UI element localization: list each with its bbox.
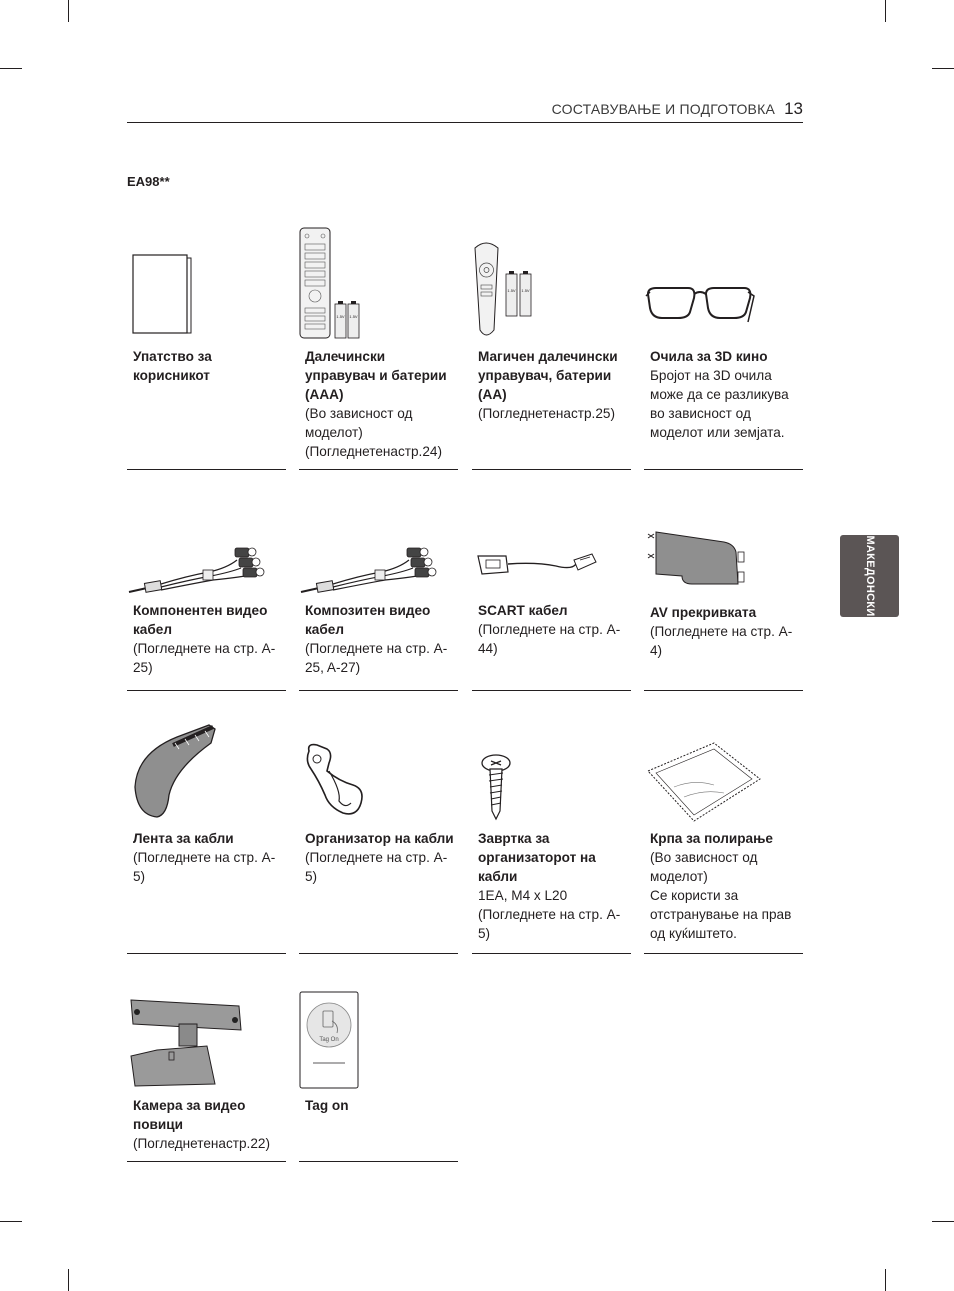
accessory-item — [644, 222, 803, 470]
accessory-item — [472, 520, 631, 691]
item-desc: (Погледнете на стр. A-4) — [650, 624, 793, 658]
item-desc: (Погледнете на стр. A-25) — [133, 641, 276, 675]
tag-on-icon — [299, 991, 458, 1091]
crop-mark — [932, 1221, 954, 1222]
video-camera-icon — [127, 994, 286, 1090]
av-cover-icon — [644, 526, 803, 604]
battery-label: 1.5V — [521, 288, 530, 293]
item-title: Компонентен видео кабел — [133, 603, 268, 637]
item-desc: (Погледнетенастр.22) — [133, 1136, 270, 1151]
accessory-item — [127, 520, 286, 691]
tag-on-card-label: Tag On — [319, 1037, 339, 1043]
accessory-item — [299, 222, 458, 470]
item-title: Композитен видео кабел — [305, 603, 431, 637]
accessory-item — [299, 520, 458, 691]
item-desc: (Погледнете на стр. A-25, A-27) — [305, 641, 448, 675]
item-desc: (Во зависност од моделот) Се користи за отстранување на прав од куќиштето. — [650, 850, 792, 941]
remote-control-icon — [299, 226, 458, 340]
item-desc: (Погледнетенастр.25) — [478, 406, 615, 421]
crop-mark — [885, 0, 886, 22]
accessory-item — [127, 990, 286, 1162]
section-title: СОСТАВУВАЊЕ И ПОДГОТОВКА — [551, 101, 775, 117]
item-title: Упатство за корисникот — [133, 349, 212, 383]
item-desc: (Во зависност од моделот) (Погледнетенастр.24) — [305, 406, 442, 459]
3d-glasses-icon — [644, 282, 803, 332]
crop-mark — [0, 68, 22, 69]
battery-label: 1.5V — [349, 314, 358, 319]
item-desc: 1EA, M4 x L20 (Погледнете на стр. A-5) — [478, 888, 621, 941]
accessory-item — [127, 723, 286, 954]
item-title: Крпа за полирање — [650, 831, 773, 846]
item-title: Камера за видео повици — [133, 1098, 246, 1132]
language-tab-label: МАКЕДОНСКИ — [863, 535, 876, 617]
item-title: Магичен далечински управувач, батерии (AA) — [478, 349, 618, 402]
accessory-item — [299, 723, 458, 954]
battery-label: 1.5V — [507, 288, 516, 293]
accessory-item — [472, 723, 631, 954]
model-label: EA98** — [127, 174, 170, 189]
item-title: Лента за кабли — [133, 831, 234, 846]
crop-mark — [885, 1269, 886, 1291]
scart-cable-icon — [472, 548, 631, 588]
item-title: Далечински управувач и батерии (AAA) — [305, 349, 447, 402]
crop-mark — [0, 1221, 22, 1222]
item-title: Tag on — [305, 1098, 349, 1113]
accessory-item — [127, 222, 286, 470]
item-title: Очила за 3D кино — [650, 349, 768, 364]
crop-mark — [68, 0, 69, 22]
item-title: AV прекривката — [650, 605, 757, 620]
component-cable-icon — [127, 540, 286, 600]
accessory-item — [472, 222, 631, 470]
composite-cable-icon — [299, 540, 458, 600]
item-desc: (Погледнете на стр. A-5) — [305, 850, 448, 884]
manual-icon — [127, 252, 286, 342]
crop-mark — [932, 68, 954, 69]
item-title: Завртка за организаторот на кабли — [478, 831, 596, 884]
page-number: 13 — [784, 99, 803, 118]
screw-icon — [472, 751, 631, 821]
cable-tie-icon — [127, 723, 286, 823]
magic-remote-icon — [472, 240, 631, 340]
item-title: Организатор на кабли — [305, 831, 454, 846]
crop-mark — [68, 1269, 69, 1291]
accessory-item — [644, 723, 803, 954]
language-tab — [840, 535, 899, 617]
item-title: SCART кабел — [478, 603, 568, 618]
item-desc: (Погледнете на стр. A-5) — [133, 850, 276, 884]
polishing-cloth-icon — [644, 737, 803, 827]
item-desc: (Погледнете на стр. A-44) — [478, 622, 621, 656]
accessory-item — [299, 990, 458, 1162]
page-header — [127, 100, 803, 123]
cable-organizer-icon — [299, 741, 458, 821]
battery-label: 1.5V — [336, 314, 345, 319]
accessory-item — [644, 520, 803, 691]
item-desc: Бројот на 3D очила може да се разликува во зависност од моделот или земјата. — [650, 368, 789, 440]
